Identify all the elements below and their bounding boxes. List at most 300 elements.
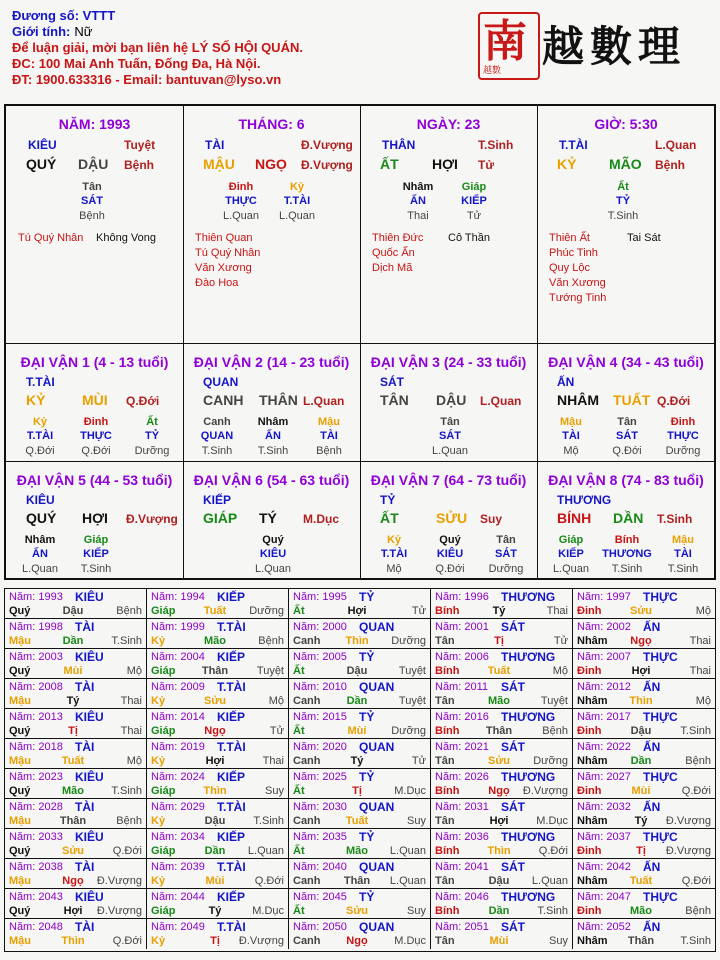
year-stage: Đ.Vượng (238, 935, 284, 947)
hidden-stem: Nhâm (257, 416, 289, 428)
year-stage: Mộ (268, 695, 284, 707)
year-star: THƯƠNG (501, 590, 556, 604)
year-stage: Mộ (695, 695, 711, 707)
dai-van-cell (360, 462, 538, 580)
hidden-stem: Ất (146, 416, 158, 428)
shensha-item: Quy Lộc (549, 262, 590, 274)
hidden-stage: T.Sinh (607, 210, 639, 222)
year-stage: Thai (546, 605, 568, 617)
year-branch: Tý (634, 815, 648, 827)
year-stage: Dưỡng (533, 755, 568, 767)
year-stage: Thai (689, 665, 711, 677)
dai-van-title: ĐẠI VẬN 4 (34 - 43 tuổi) (548, 354, 704, 370)
year-cell (431, 589, 573, 619)
year-stage: Suy (407, 815, 426, 827)
hidden-star: THỰC (80, 430, 112, 442)
year-branch: Hợi (347, 605, 367, 617)
year-stem: Giáp (151, 725, 176, 737)
year-star: KIÊU (75, 710, 104, 724)
year-cell (147, 739, 289, 769)
year-stem: Tân (435, 815, 455, 827)
year-cell (573, 679, 715, 709)
year-stage: Suy (549, 935, 568, 947)
year-stem: Kỷ (151, 815, 166, 827)
year-stage: L.Quan (247, 845, 284, 857)
year-cell (147, 769, 289, 799)
dai-van-stem: QUÝ (26, 510, 57, 526)
year-stem: Bính (435, 665, 460, 677)
year-label: Năm: 2046 (435, 891, 489, 903)
year-stem: Quý (9, 845, 31, 857)
hidden-stage: Dưỡng (488, 563, 524, 575)
year-branch: Tuất (61, 755, 85, 767)
year-stem: Canh (293, 635, 321, 647)
year-cell (431, 859, 573, 889)
hidden-stem: Mậu (672, 534, 694, 546)
year-star: TÀI (75, 740, 95, 754)
shensha-item: Thiên Đức (372, 232, 424, 244)
year-cell (5, 859, 147, 889)
hidden-stage: T.Sinh (201, 445, 233, 457)
year-branch: Thân (627, 935, 655, 947)
dai-van-star: SÁT (380, 375, 404, 389)
year-label: Năm: 2001 (435, 621, 489, 633)
pillar-stem: QUÝ (26, 156, 57, 172)
year-branch: Mão (488, 695, 510, 707)
year-label: Năm: 2051 (435, 921, 489, 933)
year-star: ẤN (643, 860, 661, 874)
year-label: Năm: 2027 (577, 771, 631, 783)
year-label: Năm: 2035 (293, 831, 347, 843)
year-branch: Dậu (488, 875, 510, 887)
year-label: Năm: 1998 (9, 621, 63, 633)
year-branch: Mùi (347, 725, 367, 737)
pillar-stem: ẤT (380, 156, 399, 172)
year-cell (5, 829, 147, 859)
hidden-stage: Dưỡng (134, 445, 170, 457)
year-stage: Thai (120, 695, 142, 707)
year-label: Năm: 2052 (577, 921, 631, 933)
year-stage: M.Dục (252, 905, 284, 917)
year-branch: Thìn (203, 785, 227, 797)
year-stage: Bệnh (116, 605, 142, 617)
hidden-stem: Quý (262, 534, 284, 546)
bazi-grid (4, 104, 716, 580)
year-cell (147, 799, 289, 829)
year-stage: Thai (689, 635, 711, 647)
year-stage: T.Sinh (111, 635, 142, 647)
year-stage: M.Dục (536, 815, 568, 827)
pillar-top-star: TÀI (205, 138, 225, 152)
hidden-stage: Bệnh (79, 210, 105, 222)
dai-van-stage: L.Quan (480, 394, 522, 408)
year-stem: Tân (435, 875, 455, 887)
year-star: THỰC (643, 890, 678, 904)
year-label: Năm: 2007 (577, 651, 631, 663)
year-stem: Tân (435, 935, 455, 947)
shensha-item: Tướng Tinh (549, 292, 607, 304)
year-stem: Đinh (577, 845, 602, 857)
year-branch: Tý (492, 605, 506, 617)
year-star: THƯƠNG (501, 890, 556, 904)
dai-van-branch: HỢI (82, 510, 108, 526)
year-star: ẤN (643, 800, 661, 814)
year-label: Năm: 1996 (435, 591, 489, 603)
year-stage: Bệnh (542, 725, 568, 737)
pillar-right-star: T.Sinh (478, 138, 514, 152)
year-stem: Kỷ (151, 875, 166, 887)
year-label: Năm: 2009 (151, 681, 205, 693)
year-label: Năm: 2017 (577, 711, 631, 723)
hidden-stem: Quý (439, 534, 461, 546)
year-stem: Quý (9, 905, 31, 917)
year-stage: Tử (553, 635, 568, 647)
year-label: Năm: 2004 (151, 651, 205, 663)
shensha-item: Đào Hoa (195, 277, 239, 289)
year-stem: Kỷ (151, 635, 166, 647)
dai-van-title: ĐẠI VẬN 6 (54 - 63 tuổi) (193, 472, 350, 488)
year-cell (147, 679, 289, 709)
dai-van-stem: NHÂM (557, 392, 599, 408)
year-star: KIẾP (217, 890, 246, 904)
hidden-stem: Đinh (228, 181, 254, 193)
shensha-item: Dịch Mã (372, 262, 413, 274)
hidden-stem: Tân (82, 181, 102, 193)
year-stem: Giáp (151, 785, 176, 797)
year-stem: Ất (293, 605, 305, 617)
year-cell (431, 709, 573, 739)
hidden-star: T.TÀI (283, 195, 311, 207)
year-branch: Dậu (630, 725, 652, 737)
year-label: Năm: 2033 (9, 831, 63, 843)
year-cell (5, 889, 147, 919)
year-cell (573, 919, 715, 949)
year-star: T.TÀI (217, 920, 246, 934)
year-stem: Canh (293, 935, 321, 947)
gender-line: Giới tính: Nữ (12, 24, 93, 39)
year-label: Năm: 1995 (293, 591, 347, 603)
year-cell (5, 769, 147, 799)
year-stem: Bính (435, 725, 460, 737)
year-stage: Bệnh (116, 815, 142, 827)
dai-van-cell (537, 344, 715, 462)
year-branch: Tị (636, 845, 646, 857)
year-star: KIÊU (75, 830, 104, 844)
pillar-stage: Tử (478, 158, 495, 172)
hidden-stage: Dưỡng (665, 445, 701, 457)
hidden-stage: Q.Đới (25, 445, 55, 457)
dai-van-cell (6, 462, 184, 580)
year-branch: Mão (630, 905, 652, 917)
year-label: Năm: 2023 (9, 771, 63, 783)
year-stem: Canh (293, 755, 321, 767)
year-stage: Tuyệt (540, 695, 568, 707)
year-star: KIÊU (75, 650, 104, 664)
year-branch: Sửu (345, 905, 369, 917)
hidden-star: TỶ (615, 195, 631, 207)
year-label: Năm: 2034 (151, 831, 205, 843)
year-stage: Thai (120, 725, 142, 737)
year-star: KIẾP (217, 590, 246, 604)
dai-van-cell (183, 344, 361, 462)
year-cell (431, 769, 573, 799)
year-star: T.TÀI (217, 800, 246, 814)
shensha-item: Tú Quý Nhân (18, 232, 84, 244)
dai-van-branch: TUẤT (613, 392, 651, 408)
hidden-stage: Thai (407, 210, 429, 222)
pillar-cell (6, 106, 184, 344)
year-label: Năm: 2045 (293, 891, 347, 903)
dai-van-title: ĐẠI VẬN 2 (14 - 23 tuổi) (193, 354, 350, 370)
year-stem: Bính (435, 845, 460, 857)
year-label: Năm: 2040 (293, 861, 347, 873)
hidden-stem: Nhâm (24, 534, 56, 546)
year-star: KIẾP (217, 650, 246, 664)
year-branch: Tị (210, 935, 220, 947)
pillar-top-star: T.TÀI (559, 138, 588, 152)
year-stem: Mậu (9, 815, 31, 827)
year-stem: Quý (9, 725, 31, 737)
year-stem: Nhâm (577, 815, 608, 827)
year-label: Năm: 2006 (435, 651, 489, 663)
year-stem: Tân (435, 755, 455, 767)
dai-van-branch: THÂN (259, 392, 298, 408)
year-cell (573, 619, 715, 649)
brand-logo (478, 8, 710, 80)
year-cell (289, 649, 431, 679)
year-branch: Mão (62, 785, 84, 797)
hidden-stem: Tân (617, 416, 637, 428)
hidden-star: ẤN (265, 430, 281, 442)
year-star: KIẾP (217, 710, 246, 724)
shensha-item: Phúc Tinh (549, 247, 598, 259)
year-stage: L.Quan (389, 875, 426, 887)
year-stage: Tử (411, 605, 426, 617)
shensha-item: Tú Quý Nhân (195, 247, 261, 259)
chart-header (12, 8, 482, 88)
year-branch: Dần (346, 695, 368, 707)
year-cell (147, 919, 289, 949)
year-stage: Q.Đới (254, 875, 284, 887)
year-stage: Q.Đới (681, 875, 711, 887)
year-label: Năm: 2042 (577, 861, 631, 873)
dai-van-stem: ẤT (380, 510, 399, 526)
year-stem: Tân (435, 695, 455, 707)
year-stage: Suy (265, 785, 284, 797)
year-stem: Đinh (577, 665, 602, 677)
dai-van-branch: SỬU (436, 510, 468, 526)
year-branch: Dậu (62, 605, 84, 617)
hidden-star: T.TÀI (380, 548, 408, 560)
year-star: THỰC (643, 830, 678, 844)
hidden-stage: Tử (466, 210, 482, 222)
year-star: ẤN (643, 920, 661, 934)
year-stage: T.Sinh (111, 785, 142, 797)
year-label: Năm: 2016 (435, 711, 489, 723)
year-stem: Mậu (9, 695, 31, 707)
year-stage: Suy (407, 905, 426, 917)
year-cell (147, 889, 289, 919)
hidden-stem: Giáp (461, 181, 487, 193)
year-star: TỶ (359, 770, 375, 784)
year-star: THỰC (643, 770, 678, 784)
hidden-star: THƯƠNG (602, 548, 652, 560)
year-stage: Dưỡng (391, 725, 426, 737)
dai-van-star: KIẾP (203, 493, 232, 507)
year-stage: T.Sinh (253, 815, 284, 827)
owner-line: Đương số: VTTT (12, 8, 116, 23)
hidden-stage: L.Quan (431, 445, 469, 457)
year-stem: Canh (293, 815, 321, 827)
year-stem: Tân (435, 635, 455, 647)
year-branch: Sửu (61, 845, 85, 857)
year-label: Năm: 2037 (577, 831, 631, 843)
brand-text: 越數理 (542, 22, 687, 71)
dai-van-title: ĐẠI VẬN 5 (44 - 53 tuổi) (16, 472, 173, 488)
dai-van-star: THƯƠNG (557, 493, 612, 507)
year-cell (147, 829, 289, 859)
year-star: TỶ (359, 890, 375, 904)
year-stem: Quý (9, 605, 31, 617)
dai-van-star: ẤN (557, 375, 575, 389)
year-star: QUAN (359, 860, 395, 874)
year-branch: Tý (350, 755, 364, 767)
dai-van-title: ĐẠI VẬN 8 (74 - 83 tuổi) (548, 472, 704, 488)
year-branch: Sửu (629, 605, 653, 617)
year-stage: Tuyệt (256, 665, 284, 677)
year-label: Năm: 2048 (9, 921, 63, 933)
pillar-branch: MÃO (609, 156, 642, 172)
dai-van-stage: L.Quan (303, 394, 345, 408)
dai-van-stage: Suy (480, 512, 503, 526)
year-stem: Ất (293, 725, 305, 737)
year-stage: Q.Đới (112, 935, 142, 947)
year-star: T.TÀI (217, 740, 246, 754)
year-branch: Mùi (631, 785, 651, 797)
hidden-star: SÁT (616, 430, 638, 442)
year-stem: Giáp (151, 665, 176, 677)
hidden-stem: Giáp (558, 534, 584, 546)
year-label: Năm: 2044 (151, 891, 205, 903)
year-stage: Bệnh (685, 905, 711, 917)
pillar-right-star: Tuyệt (124, 138, 156, 152)
year-label: Năm: 1993 (9, 591, 63, 603)
year-branch: Tuất (629, 875, 653, 887)
year-star: TÀI (75, 860, 95, 874)
year-stage: Mộ (126, 755, 142, 767)
year-label: Năm: 2022 (577, 741, 631, 753)
year-stage: M.Dục (394, 785, 426, 797)
hidden-star: SÁT (81, 195, 103, 207)
year-label: Năm: 2005 (293, 651, 347, 663)
year-star: TỶ (359, 710, 375, 724)
year-stage: T.Sinh (537, 905, 568, 917)
year-label: Năm: 2028 (9, 801, 63, 813)
hidden-stem: Canh (203, 416, 231, 428)
pillar-top-star: THÂN (382, 138, 416, 152)
pillar-cell (537, 106, 715, 344)
year-star: TÀI (75, 920, 95, 934)
hidden-star: TÀI (562, 430, 580, 442)
hidden-stage: T.Sinh (80, 563, 112, 575)
year-label: Năm: 2026 (435, 771, 489, 783)
year-stage: M.Dục (394, 935, 426, 947)
year-branch: Ngọ (62, 875, 84, 887)
dai-van-stem: BÍNH (557, 510, 592, 526)
contact-note: Để luận giải, mời bạn liên hệ LÝ SỐ HỘI QUÁN. (12, 40, 303, 55)
hidden-stem: Bính (614, 534, 640, 546)
dai-van-stage: T.Sinh (657, 512, 693, 526)
pillar-title: NĂM: 1993 (58, 116, 131, 132)
year-stem: Kỷ (151, 935, 166, 947)
year-star: THỰC (643, 590, 678, 604)
dai-van-branch: TÝ (259, 510, 277, 526)
year-cell (289, 739, 431, 769)
year-cell (147, 649, 289, 679)
year-branch: Mùi (489, 935, 509, 947)
year-stage: Đ.Vượng (96, 905, 142, 917)
year-branch: Dần (488, 905, 510, 917)
year-stage: Mộ (695, 605, 711, 617)
year-stem: Quý (9, 665, 31, 677)
dai-van-star: TỶ (380, 493, 396, 507)
year-label: Năm: 2010 (293, 681, 347, 693)
dai-van-stage: Q.Đới (126, 394, 160, 408)
year-stem: Ất (293, 785, 305, 797)
year-branch: Ngọ (204, 725, 226, 737)
hidden-star: KIÊU (259, 548, 287, 560)
year-branch: Tuất (345, 815, 369, 827)
hidden-star: SÁT (439, 430, 461, 442)
year-branch: Dần (630, 755, 652, 767)
year-label: Năm: 2003 (9, 651, 63, 663)
year-cell (5, 919, 147, 949)
hidden-stage: L.Quan (254, 563, 292, 575)
hidden-star: QUAN (200, 430, 234, 442)
year-cell (573, 589, 715, 619)
pillar-title: THÁNG: 6 (238, 116, 305, 132)
year-label: Năm: 2043 (9, 891, 63, 903)
hidden-star: KIẾP (461, 195, 487, 207)
year-stem: Đinh (577, 905, 602, 917)
year-branch: Thìn (61, 935, 85, 947)
hidden-stage: L.Quan (278, 210, 316, 222)
year-stem: Nhâm (577, 755, 608, 767)
year-cell (289, 589, 431, 619)
hidden-star: KIẾP (83, 548, 109, 560)
hidden-star: T.TÀI (26, 430, 54, 442)
year-cell (5, 679, 147, 709)
dai-van-star: T.TÀI (26, 375, 55, 389)
hidden-stem: Kỷ (386, 534, 402, 546)
year-star: THƯƠNG (501, 770, 556, 784)
year-stage: Dưỡng (391, 635, 426, 647)
year-cell (289, 709, 431, 739)
hidden-stem: Tân (440, 416, 460, 428)
year-branch: Hợi (631, 665, 651, 677)
shensha-item: Văn Xương (195, 262, 252, 274)
hidden-star: SÁT (495, 548, 517, 560)
year-stage: Bệnh (258, 635, 284, 647)
year-cell (573, 799, 715, 829)
hidden-stem: Mậu (560, 416, 582, 428)
year-stem: Đinh (577, 725, 602, 737)
year-cell (5, 589, 147, 619)
year-cell (431, 679, 573, 709)
year-star: T.TÀI (217, 860, 246, 874)
year-cell (573, 769, 715, 799)
year-star: ẤN (643, 680, 661, 694)
